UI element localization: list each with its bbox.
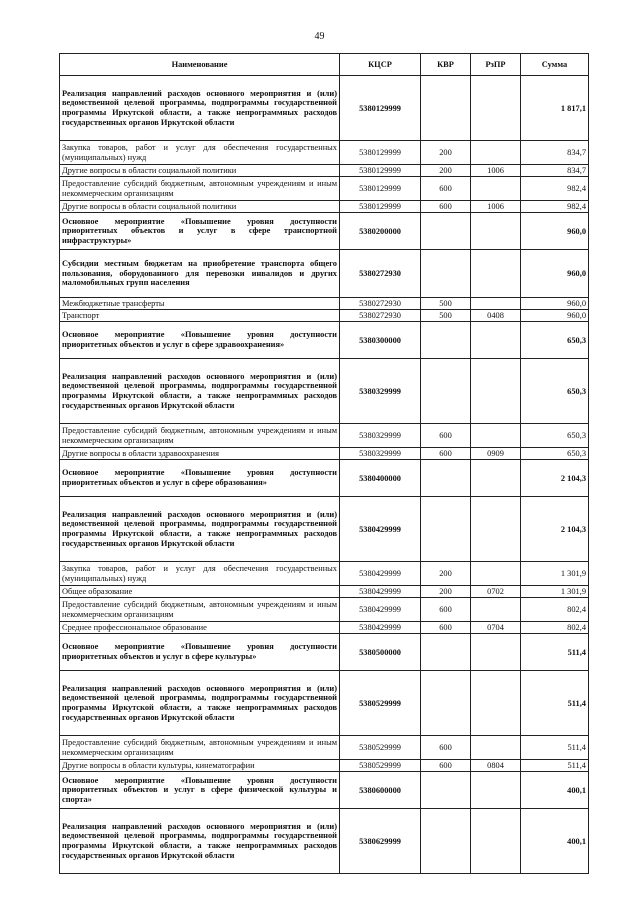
row-rzpr [471, 497, 521, 562]
header-kcsr: КЦСР [340, 54, 421, 76]
row-kcsr: 5380129999 [340, 201, 421, 213]
row-rzpr [471, 598, 521, 622]
row-sum: 650,3 [521, 424, 589, 448]
row-kvr [421, 322, 471, 359]
row-kvr [421, 809, 471, 874]
row-kcsr: 5380129999 [340, 76, 421, 141]
table-row [60, 772, 589, 809]
row-name: Закупка товаров, работ и услуг для обеспечения государственных (муниципальных) нужд [60, 562, 340, 586]
row-sum: 1 301,9 [521, 586, 589, 598]
table-row [60, 586, 589, 598]
table-row [60, 671, 589, 736]
row-sum: 400,1 [521, 772, 589, 809]
row-sum: 802,4 [521, 598, 589, 622]
row-rzpr [471, 359, 521, 424]
header-name: Наименование [60, 54, 340, 76]
row-name: Общее образование [60, 586, 340, 598]
row-kvr: 200 [421, 562, 471, 586]
header-kvr: КВР [421, 54, 471, 76]
row-kvr [421, 250, 471, 298]
row-rzpr [471, 772, 521, 809]
table-row [60, 141, 589, 165]
row-kcsr: 5380529999 [340, 760, 421, 772]
row-kcsr: 5380200000 [340, 213, 421, 250]
row-name: Основное мероприятие «Повышение уровня доступности приоритетных объектов и услуг в сфере здравоохранения» [60, 322, 340, 359]
row-sum: 834,7 [521, 165, 589, 177]
row-kvr: 200 [421, 586, 471, 598]
row-kvr: 600 [421, 622, 471, 634]
row-rzpr: 1006 [471, 201, 521, 213]
row-name: Основное мероприятие «Повышение уровня доступности приоритетных объектов и услуг в сфере образования» [60, 460, 340, 497]
row-rzpr [471, 177, 521, 201]
row-kcsr: 5380529999 [340, 671, 421, 736]
row-name: Реализация направлений расходов основного мероприятия и (или) ведомственной целевой программы, подпрограммы государственной программы Иркутской области, а также непрограммных расходов государственных органов Иркутской области [60, 497, 340, 562]
row-kcsr: 5380272930 [340, 310, 421, 322]
table-row [60, 310, 589, 322]
row-kcsr: 5380429999 [340, 598, 421, 622]
table-row [60, 76, 589, 141]
row-sum: 834,7 [521, 141, 589, 165]
row-sum: 511,4 [521, 634, 589, 671]
row-sum: 960,0 [521, 250, 589, 298]
row-kvr [421, 497, 471, 562]
row-kvr: 600 [421, 201, 471, 213]
row-name: Реализация направлений расходов основного мероприятия и (или) ведомственной целевой программы, подпрограммы государственной программы Иркутской области, а также непрограммных расходов государственных органов Иркутской области [60, 671, 340, 736]
row-kvr [421, 634, 471, 671]
table-row [60, 250, 589, 298]
row-sum: 511,4 [521, 760, 589, 772]
row-rzpr: 0702 [471, 586, 521, 598]
row-sum: 960,0 [521, 310, 589, 322]
row-name: Субсидии местным бюджетам на приобретение транспорта общего пользования, оборудованного для перевозки инвалидов и других маломобильных групп населения [60, 250, 340, 298]
table-row [60, 201, 589, 213]
table-row [60, 736, 589, 760]
row-sum: 1 301,9 [521, 562, 589, 586]
row-kcsr: 5380300000 [340, 322, 421, 359]
row-sum: 960,0 [521, 298, 589, 310]
row-rzpr [471, 424, 521, 448]
row-sum: 802,4 [521, 622, 589, 634]
table-row [60, 562, 589, 586]
row-name: Другие вопросы в области социальной политики [60, 165, 340, 177]
table-row [60, 298, 589, 310]
table-row [60, 634, 589, 671]
row-rzpr: 0909 [471, 448, 521, 460]
row-kcsr: 5380429999 [340, 586, 421, 598]
row-name: Межбюджетные трансферты [60, 298, 340, 310]
row-kcsr: 5380429999 [340, 622, 421, 634]
row-sum: 2 104,3 [521, 497, 589, 562]
row-rzpr [471, 562, 521, 586]
row-name: Предоставление субсидий бюджетным, автономным учреждениям и иным некоммерческим организациям [60, 424, 340, 448]
row-kvr: 200 [421, 165, 471, 177]
table-row [60, 460, 589, 497]
table-header-row [60, 54, 589, 76]
row-kvr [421, 460, 471, 497]
row-name: Другие вопросы в области социальной политики [60, 201, 340, 213]
row-rzpr [471, 809, 521, 874]
row-kcsr: 5380400000 [340, 460, 421, 497]
row-kcsr: 5380429999 [340, 497, 421, 562]
row-kvr: 600 [421, 177, 471, 201]
row-kvr: 600 [421, 736, 471, 760]
row-kvr: 600 [421, 424, 471, 448]
row-sum: 650,3 [521, 322, 589, 359]
table-row [60, 598, 589, 622]
row-sum: 650,3 [521, 448, 589, 460]
table-row [60, 177, 589, 201]
table-row [60, 809, 589, 874]
row-name: Транспорт [60, 310, 340, 322]
row-kvr: 500 [421, 298, 471, 310]
row-rzpr: 1006 [471, 165, 521, 177]
table-row [60, 359, 589, 424]
row-name: Предоставление субсидий бюджетным, автономным учреждениям и иным некоммерческим организациям [60, 736, 340, 760]
row-kcsr: 5380600000 [340, 772, 421, 809]
row-kvr: 600 [421, 598, 471, 622]
table-row [60, 448, 589, 460]
row-sum: 400,1 [521, 809, 589, 874]
table-row [60, 497, 589, 562]
row-name: Закупка товаров, работ и услуг для обеспечения государственных (муниципальных) нужд [60, 141, 340, 165]
row-sum: 2 104,3 [521, 460, 589, 497]
table-row [60, 760, 589, 772]
row-kcsr: 5380272930 [340, 250, 421, 298]
row-name: Основное мероприятие «Повышение уровня доступности приоритетных объектов и услуг в сфере физической культуры и спорта» [60, 772, 340, 809]
row-kcsr: 5380500000 [340, 634, 421, 671]
row-rzpr [471, 634, 521, 671]
row-rzpr [471, 736, 521, 760]
row-kcsr: 5380629999 [340, 809, 421, 874]
row-rzpr [471, 250, 521, 298]
row-kcsr: 5380329999 [340, 359, 421, 424]
header-sum: Сумма [521, 54, 589, 76]
row-sum: 982,4 [521, 177, 589, 201]
row-rzpr [471, 141, 521, 165]
row-name: Предоставление субсидий бюджетным, автономным учреждениям и иным некоммерческим организациям [60, 177, 340, 201]
row-sum: 650,3 [521, 359, 589, 424]
row-rzpr [471, 322, 521, 359]
row-name: Другие вопросы в области культуры, кинематографии [60, 760, 340, 772]
row-name: Основное мероприятие «Повышение уровня доступности приоритетных объектов и услуг в сфере культуры» [60, 634, 340, 671]
row-kvr: 200 [421, 141, 471, 165]
row-rzpr: 0408 [471, 310, 521, 322]
row-rzpr [471, 76, 521, 141]
row-rzpr [471, 671, 521, 736]
row-kvr: 600 [421, 760, 471, 772]
row-kvr [421, 76, 471, 141]
row-kcsr: 5380429999 [340, 562, 421, 586]
row-kvr [421, 671, 471, 736]
row-kcsr: 5380329999 [340, 448, 421, 460]
row-sum: 511,4 [521, 671, 589, 736]
row-kvr [421, 772, 471, 809]
row-rzpr [471, 460, 521, 497]
table-row [60, 165, 589, 177]
row-kvr [421, 359, 471, 424]
row-kcsr: 5380129999 [340, 165, 421, 177]
row-kvr: 500 [421, 310, 471, 322]
row-sum: 982,4 [521, 201, 589, 213]
row-kcsr: 5380129999 [340, 141, 421, 165]
row-rzpr: 0804 [471, 760, 521, 772]
table-row [60, 322, 589, 359]
row-name: Реализация направлений расходов основного мероприятия и (или) ведомственной целевой программы, подпрограммы государственной программы Иркутской области, а также непрограммных расходов государственных органов Иркутской области [60, 76, 340, 141]
table-row [60, 213, 589, 250]
budget-table [59, 53, 589, 874]
row-rzpr [471, 213, 521, 250]
row-kvr [421, 213, 471, 250]
row-name: Среднее профессиональное образование [60, 622, 340, 634]
row-kvr: 600 [421, 448, 471, 460]
row-sum: 960,0 [521, 213, 589, 250]
row-kcsr: 5380272930 [340, 298, 421, 310]
row-name: Другие вопросы в области здравоохранения [60, 448, 340, 460]
header-rzpr: РзПР [471, 54, 521, 76]
row-rzpr: 0704 [471, 622, 521, 634]
table-row [60, 622, 589, 634]
row-sum: 511,4 [521, 736, 589, 760]
row-name: Реализация направлений расходов основного мероприятия и (или) ведомственной целевой программы, подпрограммы государственной программы Иркутской области, а также непрограммных расходов государственных органов Иркутской области [60, 809, 340, 874]
table-row [60, 424, 589, 448]
row-name: Реализация направлений расходов основного мероприятия и (или) ведомственной целевой программы, подпрограммы государственной программы Иркутской области, а также непрограммных расходов государственных органов Иркутской области [60, 359, 340, 424]
page-number: 49 [314, 31, 325, 42]
row-kcsr: 5380329999 [340, 424, 421, 448]
row-name: Предоставление субсидий бюджетным, автономным учреждениям и иным некоммерческим организациям [60, 598, 340, 622]
row-kcsr: 5380129999 [340, 177, 421, 201]
row-kcsr: 5380529999 [340, 736, 421, 760]
row-name: Основное мероприятие «Повышение уровня доступности приоритетных объектов и услуг в сфере транспортной инфраструктуры» [60, 213, 340, 250]
row-rzpr [471, 298, 521, 310]
row-sum: 1 817,1 [521, 76, 589, 141]
